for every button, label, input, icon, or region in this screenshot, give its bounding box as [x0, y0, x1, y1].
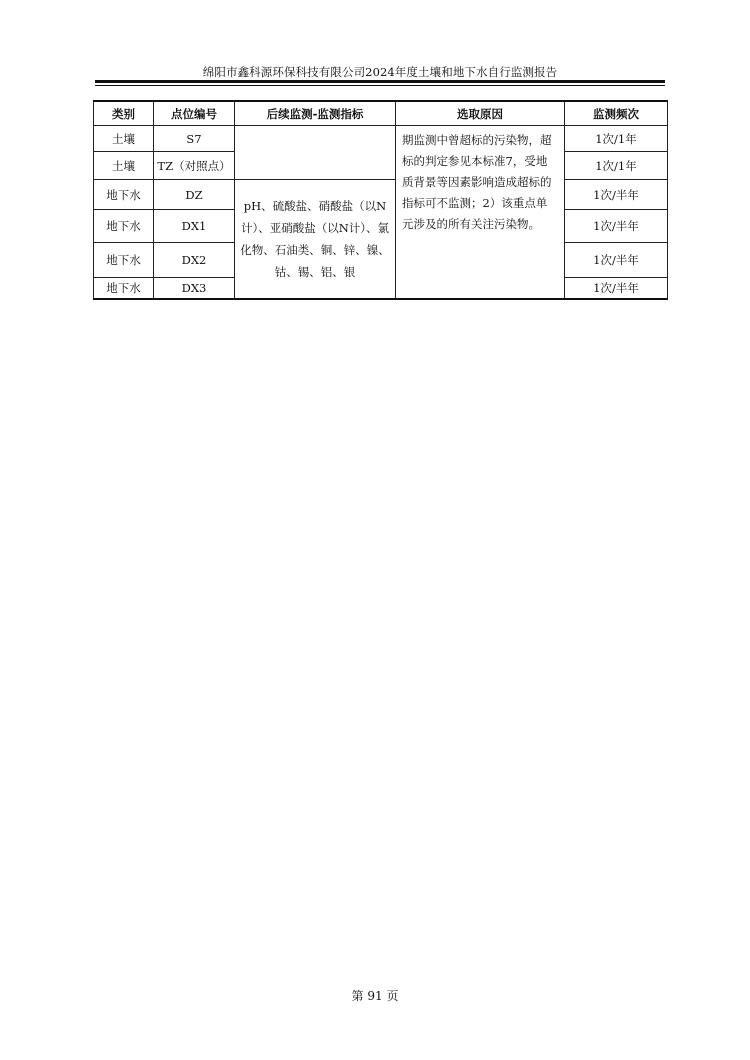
- report-header-title: 绵阳市鑫科源环保科技有限公司2024年度土壤和地下水自行监测报告: [202, 65, 558, 79]
- cell-category: 地下水: [94, 210, 154, 243]
- header-point-id: 点位编号: [154, 101, 235, 126]
- cell-frequency: 1次/半年: [565, 278, 668, 299]
- cell-point-id: DX3: [154, 278, 235, 299]
- cell-point-id: DX2: [154, 243, 235, 278]
- header-rule-thin: [95, 85, 665, 86]
- cell-point-id: S7: [154, 126, 235, 152]
- cell-point-id: TZ（对照点）: [154, 152, 235, 180]
- header-category: 类别: [94, 101, 154, 126]
- page-number: 第 91 页: [351, 989, 399, 1003]
- cell-category: 地下水: [94, 180, 154, 210]
- cell-frequency: 1次/1年: [565, 152, 668, 180]
- cell-point-id: DZ: [154, 180, 235, 210]
- cell-frequency: 1次/1年: [565, 126, 668, 152]
- header-indicators: 后续监测-监测指标: [235, 101, 396, 126]
- header-rule-thick: [95, 80, 665, 83]
- cell-frequency: 1次/半年: [565, 210, 668, 243]
- cell-category: 地下水: [94, 278, 154, 299]
- table-header-row: [94, 101, 668, 126]
- cell-reason: 期监测中曾超标的污染物，超标的判定参见本标准7，受地质背景等因素影响造成超标的指标可不监测；2）该重点单元涉及的所有关注污染物。: [396, 126, 565, 299]
- monitoring-table: [93, 100, 668, 300]
- cell-frequency: 1次/半年: [565, 243, 668, 278]
- header-reason: 选取原因: [396, 101, 565, 126]
- table-row: [94, 126, 668, 152]
- cell-indicators: pH、硫酸盐、硝酸盐（以N计）、亚硝酸盐（以N计）、氯化物、石油类、铜、锌、镍、钴、锡、铝、银: [235, 180, 396, 299]
- cell-category: 地下水: [94, 243, 154, 278]
- table-row: [94, 180, 668, 210]
- cell-category: 土壤: [94, 126, 154, 152]
- cell-point-id: DX1: [154, 210, 235, 243]
- cell-frequency: 1次/半年: [565, 180, 668, 210]
- header-frequency: 监测频次: [565, 101, 668, 126]
- cell-indicators-empty: [235, 126, 396, 180]
- cell-category: 土壤: [94, 152, 154, 180]
